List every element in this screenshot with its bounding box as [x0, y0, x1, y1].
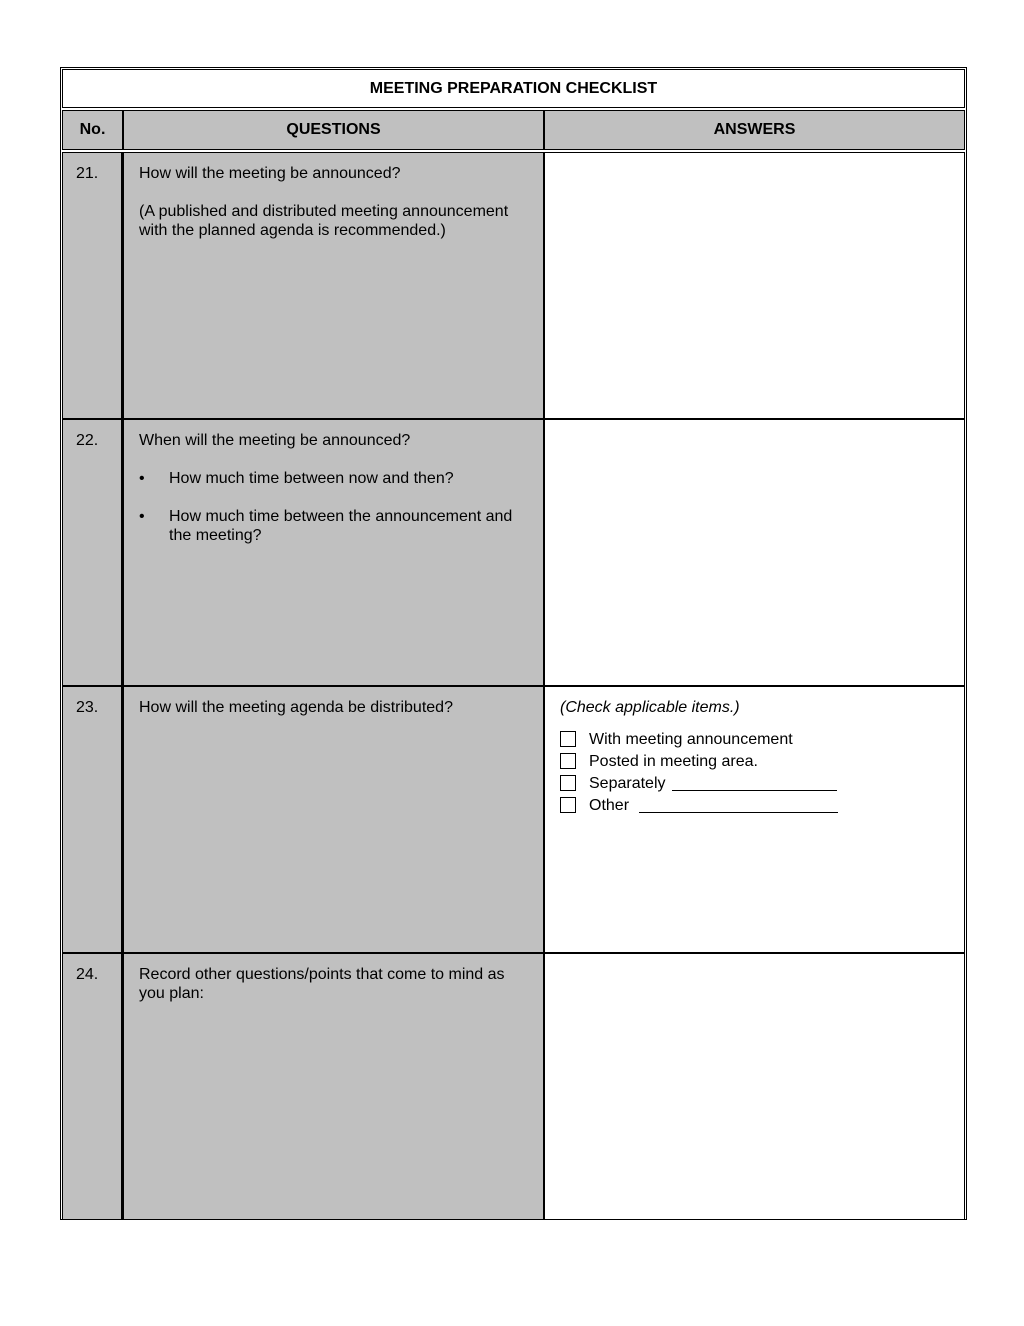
- option-separately: [560, 772, 952, 794]
- row-number: 23.: [62, 686, 123, 953]
- bullet-icon: •: [139, 470, 145, 487]
- answer-cell: [544, 686, 965, 953]
- header-answers: ANSWERS: [544, 110, 965, 150]
- row-number: 24.: [62, 953, 123, 1220]
- table-row: [62, 686, 965, 953]
- bullet-item: [139, 507, 531, 545]
- table-body: [62, 152, 965, 1220]
- question-text: Record other questions/points that come to mind as you plan:: [139, 966, 505, 1002]
- checkbox[interactable]: [560, 775, 576, 791]
- answer-field[interactable]: [544, 419, 965, 686]
- option-label: Posted in meeting area.: [589, 752, 758, 770]
- table-header: [62, 110, 965, 150]
- table-row: [62, 152, 965, 419]
- row-number: 21.: [62, 152, 123, 419]
- option-other: [560, 794, 952, 816]
- answer-field[interactable]: [544, 152, 965, 419]
- other-fill-line[interactable]: [639, 797, 838, 813]
- separately-fill-line[interactable]: [672, 775, 837, 791]
- option-label: With meeting announcement: [589, 730, 793, 748]
- checklist-title: MEETING PREPARATION CHECKLIST: [62, 69, 965, 108]
- header-no: No.: [62, 110, 123, 150]
- row-number: 22.: [62, 419, 123, 686]
- answer-field[interactable]: [544, 953, 965, 1220]
- question-note: (A published and distributed meeting announcement with the planned agenda is recommended.): [139, 203, 509, 239]
- table-row: [62, 419, 965, 686]
- header-questions: QUESTIONS: [123, 110, 544, 150]
- checkbox[interactable]: [560, 753, 576, 769]
- question-text: How will the meeting be announced?: [139, 165, 401, 182]
- bullet-text: How much time between the announcement and the meeting?: [169, 508, 513, 544]
- option-label: Other: [589, 796, 630, 814]
- option-label: Separately: [589, 774, 666, 792]
- question-cell: [123, 953, 544, 1220]
- option-with-announcement: [560, 728, 952, 750]
- option-posted: [560, 750, 952, 772]
- bullet-text: How much time between now and then?: [169, 470, 454, 487]
- question-cell: [123, 419, 544, 686]
- answer-instruction: (Check applicable items.): [560, 699, 740, 716]
- bullet-item: [139, 469, 531, 488]
- question-text: When will the meeting be announced?: [139, 432, 411, 449]
- checklist-table: [60, 67, 967, 1220]
- table-row: [62, 953, 965, 1220]
- checkbox[interactable]: [560, 731, 576, 747]
- question-text: How will the meeting agenda be distributed?: [139, 699, 453, 716]
- question-cell: [123, 152, 544, 419]
- question-cell: [123, 686, 544, 953]
- bullet-icon: •: [139, 508, 145, 525]
- checkbox[interactable]: [560, 797, 576, 813]
